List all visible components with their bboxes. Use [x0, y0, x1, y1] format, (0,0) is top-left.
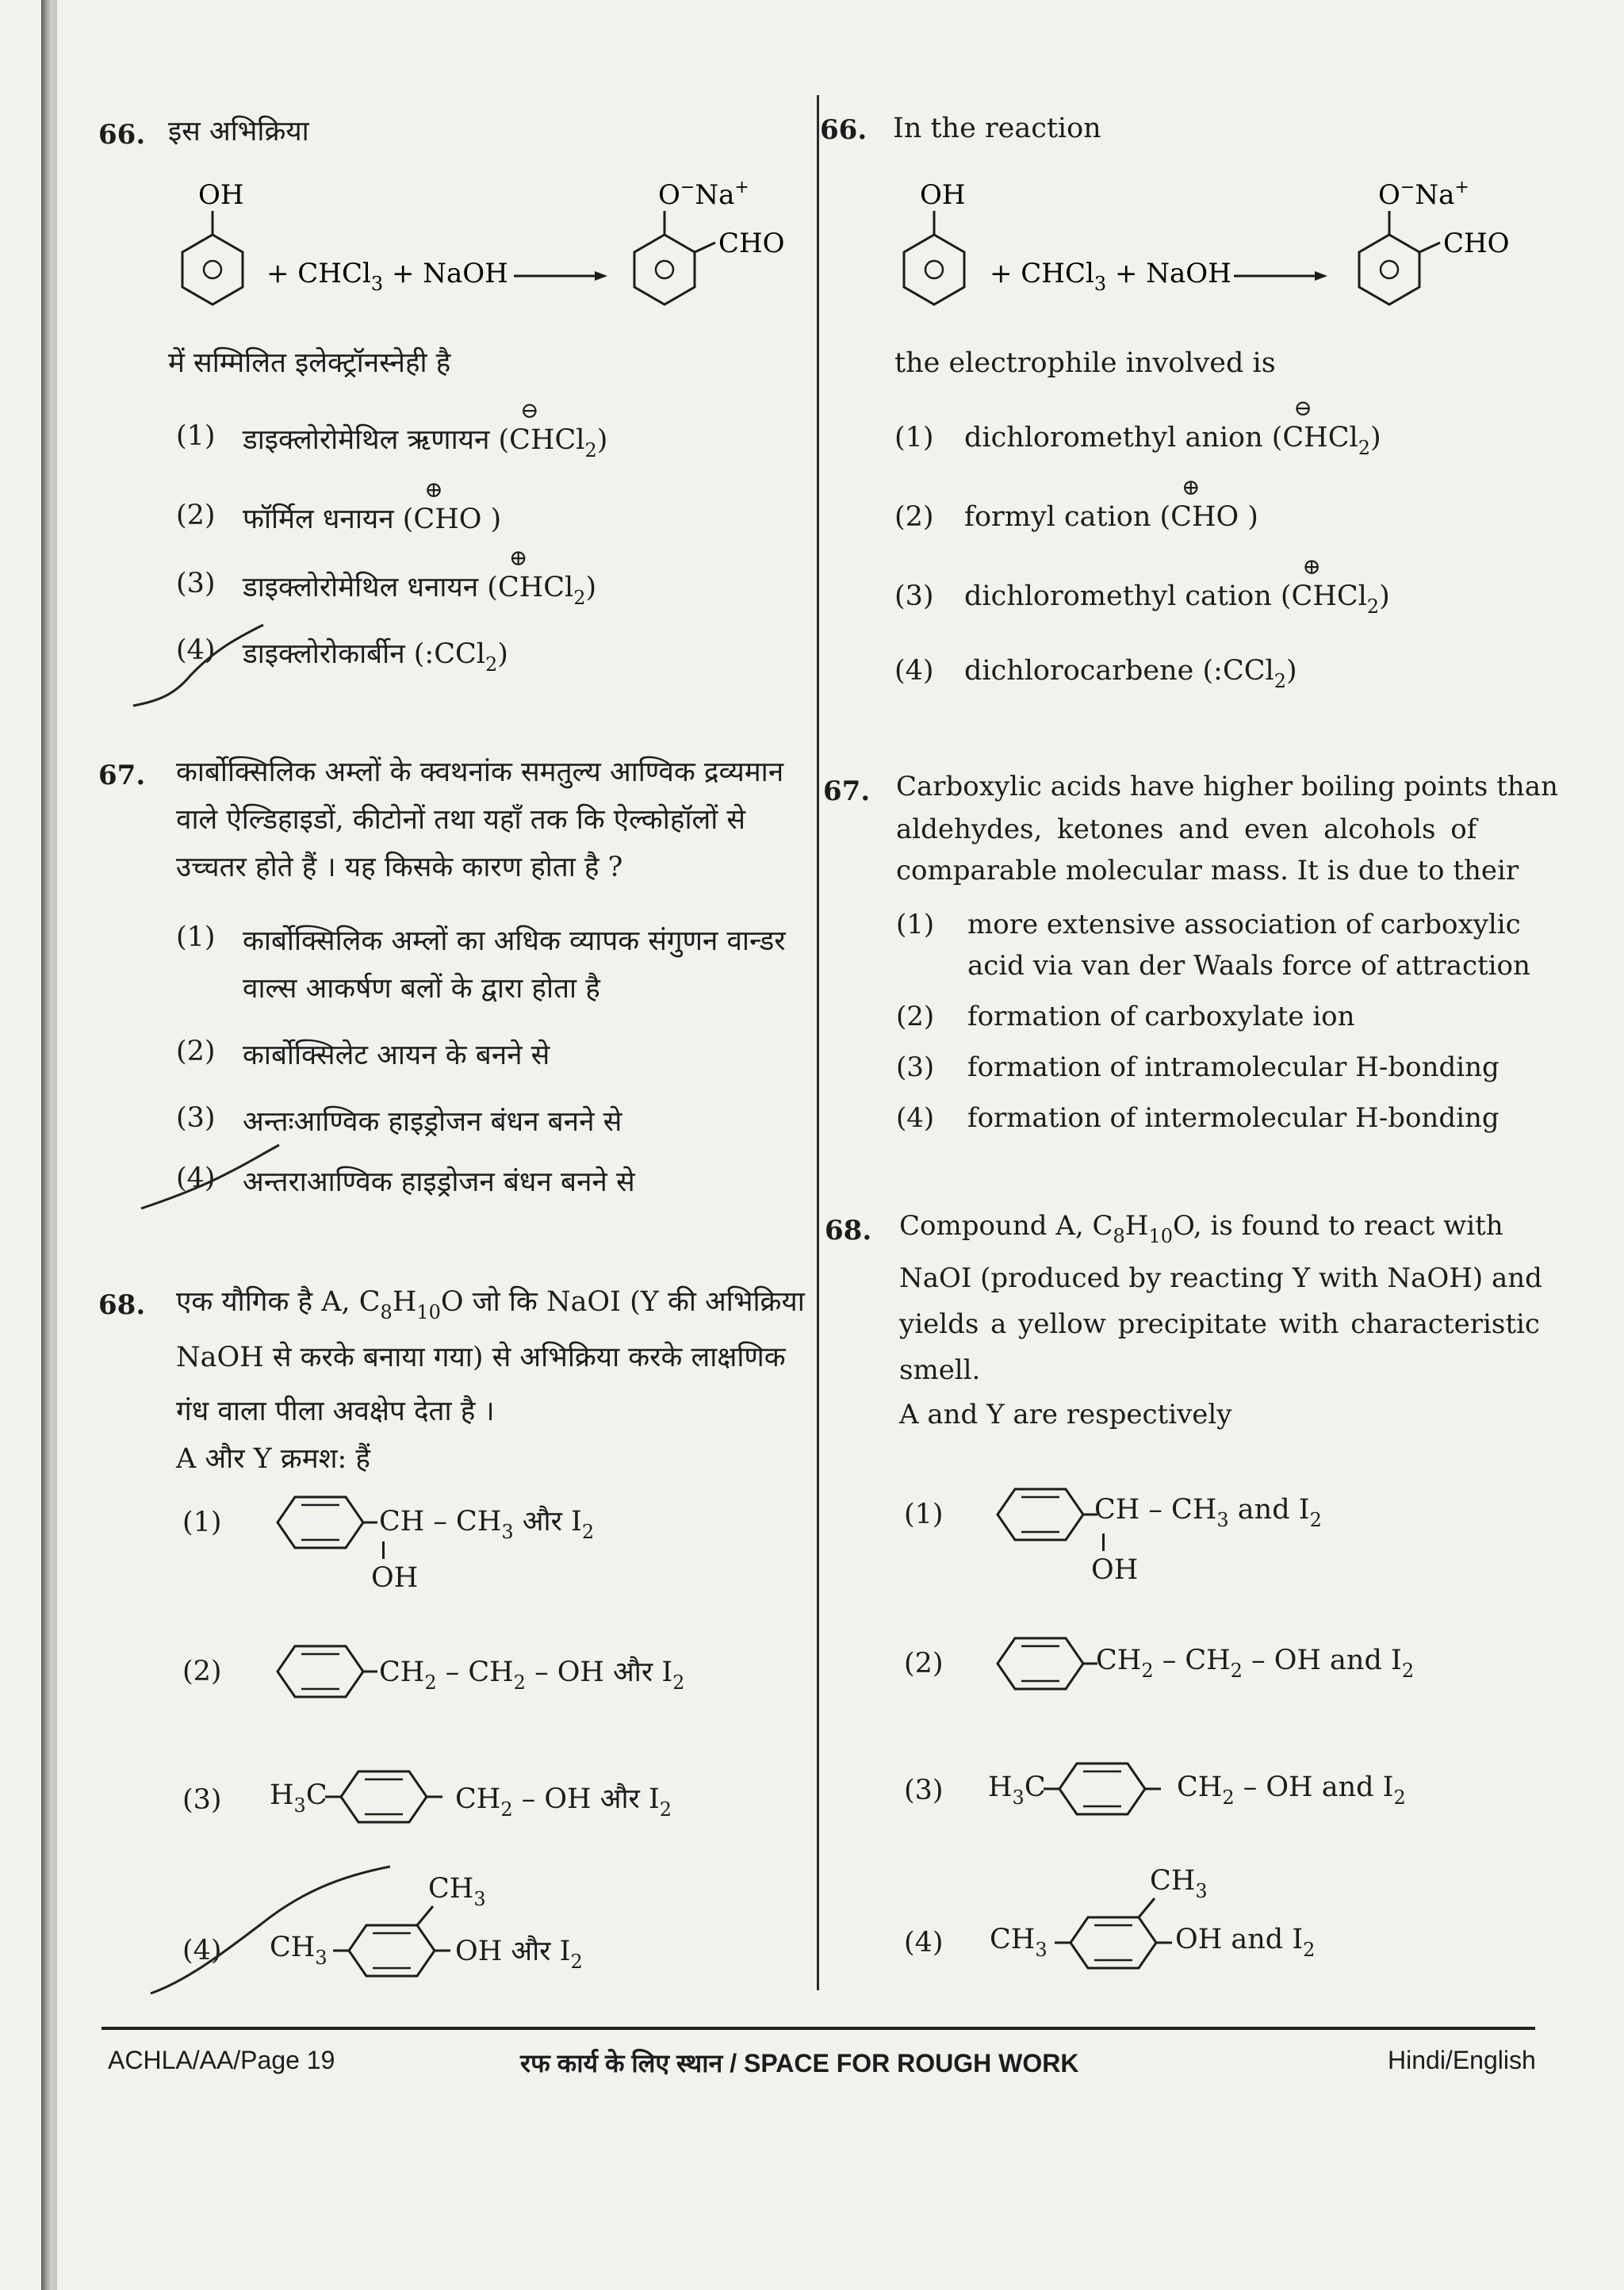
q68-right-option-4-top: $CH_3$ — [1150, 1865, 1208, 1902]
q67-en-option-3-number: (3) — [896, 1051, 935, 1083]
q66-en-option-3-text: dichloromethyl cation ( ⊕ CHCl$_2$) — [964, 553, 1390, 618]
q67-en-line-3: comparable molecular mass. It is due to their — [896, 855, 1519, 887]
q67-option-4-text: अन्तराआण्विक हाइड्रोजन बंधन बनने से — [243, 1166, 635, 1198]
q68-left-option-1-oh: OH — [371, 1562, 419, 1594]
benzene-ring-icon — [325, 1765, 460, 1829]
question-66-prompt: में सम्मिलित इलेक्ट्रॉनस्नेही है — [168, 347, 451, 379]
question-66-stem: इस अभिक्रिया — [168, 116, 309, 147]
q68-right-option-1-formula: CH – $CH_3$ and $I_2$ — [1094, 1494, 1322, 1531]
q66-en-option-2-text: formyl cation ( ⊕ CHO ) — [964, 474, 1258, 533]
q68-left-option-4-prefix: $CH_3$ — [270, 1932, 327, 1969]
q68-en-line-3: yields a yellow precipitate with characteristic — [899, 1308, 1540, 1340]
q68-left-option-4-number: (4) — [182, 1935, 222, 1966]
q66-option-2-number: (2) — [176, 500, 216, 531]
q66-option-2-text: फॉर्मिल धनायन ( ⊕ CHO ) — [243, 477, 502, 535]
q68-en-line-2: NaOI (produced by reacting Y with NaOH) and — [899, 1262, 1542, 1294]
phenol-oh-label: OH — [198, 179, 244, 211]
phenoxide-label: O−Na+ — [1378, 178, 1469, 211]
page-binding-edge — [41, 0, 52, 2290]
q68-left-option-2-number: (2) — [182, 1656, 222, 1687]
q67-en-option-1-line-2: acid via van der Waals force of attraction — [967, 950, 1530, 982]
q66-option-1-number: (1) — [176, 420, 216, 452]
question-number-68: 68. — [98, 1289, 146, 1321]
question-number-67: 67. — [98, 760, 146, 791]
cation-charge-icon: ⊕ — [1182, 474, 1201, 500]
q67-option-1-line-2: वाल्स आकर्षण बलों के द्वारा होता है — [243, 973, 600, 1005]
anion-charge-icon: ⊖ — [520, 397, 539, 423]
q68-right-option-1-oh: OH — [1091, 1554, 1139, 1586]
q66-en-option-3-number: (3) — [894, 580, 934, 612]
handwritten-answer-mark-67 — [135, 1137, 285, 1216]
q67-option-1-line-1: कार्बोक्सिलिक अम्लों का अधिक व्यापक संगुणन वान्डर — [243, 925, 786, 957]
q68-right-option-2-number: (2) — [904, 1648, 944, 1679]
q68-left-option-3-number: (3) — [182, 1784, 222, 1816]
q67-en-option-4-text: formation of intermolecular H-bonding — [967, 1102, 1500, 1134]
q68-line-3: गंध वाला पीला अवक्षेप देता है । — [176, 1396, 495, 1427]
benzene-ring-icon — [986, 1632, 1097, 1695]
q68-left-option-1-number: (1) — [182, 1507, 222, 1538]
cation-charge-icon: ⊕ — [424, 477, 443, 503]
question-66-prompt-en: the electrophile involved is — [894, 347, 1276, 379]
handwritten-answer-mark-66 — [127, 618, 270, 722]
q67-en-option-2-number: (2) — [896, 1001, 935, 1032]
cho-group-label: CHO — [718, 228, 785, 259]
q67-en-option-1-line-1: more extensive association of carboxylic — [967, 909, 1521, 940]
q68-right-option-3-number: (3) — [904, 1775, 944, 1806]
page-binding-shadow — [52, 0, 57, 2290]
reagents-text: + CHCl$_3$ + NaOH — [266, 258, 508, 295]
q67-en-option-2-text: formation of carboxylate ion — [967, 1001, 1355, 1032]
q67-en-option-3-text: formation of intramolecular H-bonding — [967, 1051, 1500, 1083]
q68-line-1: एक यौगिक है A, $C_8H_{10}O$ जो कि NaOI (Y की अभिक्रिया — [176, 1286, 805, 1323]
q66-option-3-number: (3) — [176, 568, 216, 599]
q68-right-option-3-prefix: $H_3C$ — [988, 1771, 1046, 1809]
q67-en-line-1: Carboxylic acids have higher boiling points than — [896, 771, 1558, 802]
q66-en-option-4-number: (4) — [894, 655, 934, 687]
rough-work-label: रफ कार्य के लिए स्थान / SPACE FOR ROUGH WORK — [520, 2049, 1079, 2077]
phenol-ring-icon — [904, 235, 964, 304]
reaction-scheme-66 — [167, 167, 817, 325]
q68-right-option-4-number: (4) — [904, 1927, 944, 1959]
q68-en-line-5: A and Y are respectively — [899, 1399, 1232, 1430]
q67-line-3: उच्चतर होते हैं । यह किसके कारण होता है ? — [176, 852, 623, 883]
q68-line-4: A और Y क्रमश: हैं — [176, 1443, 370, 1475]
q68-left-option-4-top: $CH_3$ — [428, 1873, 486, 1910]
handwritten-answer-mark-68 — [143, 1860, 396, 2003]
benzene-ring-icon — [986, 1483, 1097, 1546]
anion-charge-icon: ⊖ — [1293, 395, 1312, 421]
q68-right-option-4-prefix: $CH_3$ — [990, 1924, 1048, 1961]
benzene-ring-icon — [1044, 1757, 1178, 1821]
cation-charge-icon: ⊕ — [1302, 553, 1322, 580]
q67-option-1-number: (1) — [176, 921, 216, 953]
phenoxide-label: O−Na+ — [658, 178, 749, 211]
footer-rule — [102, 2027, 1535, 2030]
cho-group-label: CHO — [1443, 228, 1510, 259]
q68-right-option-1-number: (1) — [904, 1499, 944, 1530]
q67-option-4-number: (4) — [176, 1162, 216, 1194]
q67-option-3-text: अन्तःआण्विक हाइड्रोजन बंधन बनने से — [243, 1106, 622, 1138]
product-ring-icon — [1359, 235, 1419, 304]
q66-option-1-text: डाइक्लोरोमेथिल ऋणायन ( ⊖ CHCl$_2$) — [243, 397, 608, 461]
q67-en-line-2: aldehydes, ketones and even alcohols of — [896, 814, 1477, 845]
question-number-68-en: 68. — [825, 1215, 872, 1246]
q68-left-option-1-formula: CH – $CH_3$ और $I_2$ — [379, 1506, 595, 1543]
reaction-scheme-66-en — [888, 167, 1546, 325]
question-number-66: 66. — [98, 119, 146, 151]
q68-left-option-3-formula: $CH_2$ – OH और $I_2$ — [455, 1783, 672, 1821]
product-ring-icon — [634, 235, 695, 304]
q67-line-1: कार्बोक्सिलिक अम्लों के क्वथनांक समतुल्य आण्विक द्रव्यमान — [176, 756, 784, 788]
bond-line — [1102, 1534, 1105, 1551]
q68-right-option-3-formula: $CH_2$ – OH and $I_2$ — [1177, 1771, 1406, 1809]
q68-left-option-2-formula: $CH_2 - CH_2$ – OH और $I_2$ — [379, 1656, 685, 1694]
q68-line-2: NaOH से करके बनाया गया) से अभिक्रिया करके लाक्षणिक — [176, 1342, 786, 1373]
benzene-ring-icon — [266, 1640, 377, 1703]
question-66-stem-en: In the reaction — [893, 113, 1101, 144]
q67-option-3-number: (3) — [176, 1102, 216, 1134]
q67-en-option-4-number: (4) — [896, 1102, 935, 1134]
column-divider — [817, 95, 819, 1990]
q67-option-2-text: कार्बोक्सिलेट आयन के बनने से — [243, 1040, 550, 1071]
question-number-66-en: 66. — [820, 114, 868, 146]
reagents-text: + CHCl$_3$ + NaOH — [990, 258, 1231, 295]
q68-en-line-1: Compound A, $C_8H_{10}O$, is found to react with — [899, 1210, 1503, 1247]
q68-left-option-3-prefix: $H_3C$ — [270, 1779, 327, 1817]
question-number-67-en: 67. — [823, 775, 871, 807]
bond-line — [382, 1541, 385, 1559]
q66-option-4-text: डाइक्लोरोकार्बीन (:CCl$_2$) — [243, 638, 508, 676]
q66-en-option-2-number: (2) — [894, 501, 934, 533]
q66-en-option-4-text: dichlorocarbene (:CCl$_2$) — [964, 655, 1297, 692]
q68-left-option-4-formula: OH और $I_2$ — [455, 1936, 583, 1973]
cation-charge-icon: ⊕ — [508, 545, 528, 571]
q66-en-option-1-number: (1) — [894, 422, 934, 454]
phenol-ring-icon — [182, 235, 243, 304]
page-code: ACHLA/AA/Page 19 — [108, 2046, 335, 2074]
q66-option-4-number: (4) — [176, 634, 216, 666]
q68-right-option-2-formula: $CH_2 - CH_2$ – OH and $I_2$ — [1096, 1645, 1415, 1682]
q67-option-2-number: (2) — [176, 1036, 216, 1067]
q67-line-2: वाले ऐल्डिहाइडों, कीटोनों तथा यहाँ तक कि ऐल्कोहॉलों से — [176, 804, 746, 836]
language-label: Hindi/English — [1388, 2046, 1536, 2074]
q67-en-option-1-number: (1) — [896, 909, 935, 940]
q66-option-3-text: डाइक्लोरोमेथिल धनायन ( ⊕ CHCl$_2$) — [243, 545, 597, 609]
q68-right-option-4-formula: OH and $I_2$ — [1175, 1924, 1316, 1961]
benzene-ring-icon — [1055, 1895, 1182, 1974]
phenol-oh-label: OH — [920, 179, 966, 211]
benzene-ring-icon — [266, 1491, 377, 1554]
q66-en-option-1-text: dichloromethyl anion ( ⊖ CHCl$_2$) — [964, 395, 1381, 459]
q68-en-line-4: smell. — [899, 1354, 981, 1386]
